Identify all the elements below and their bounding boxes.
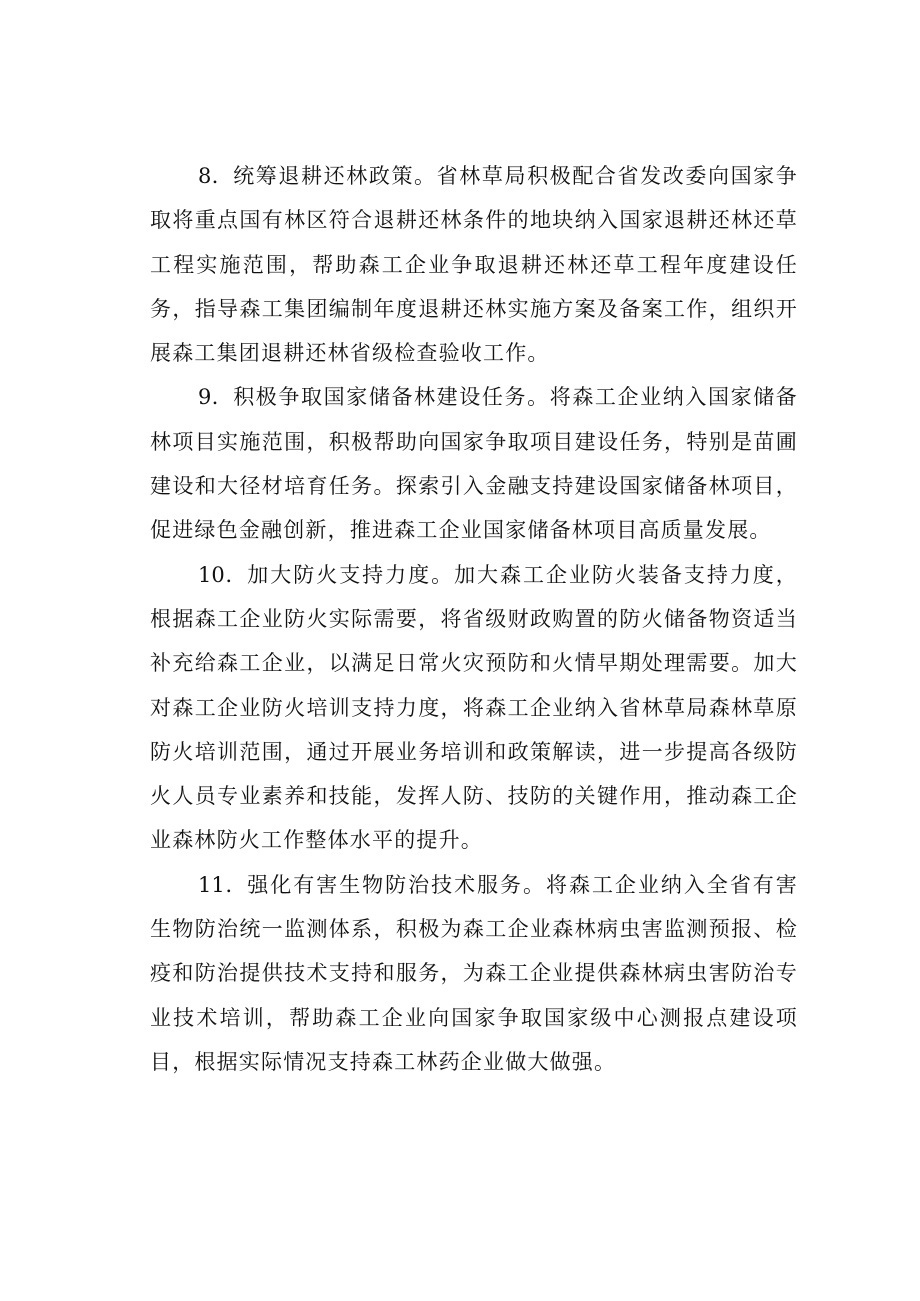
paragraph-text: 积极争取国家储备林建设任务。将森工企业纳入国家储备林项目实施范围，积极帮助向国家争取项目建设任务，特别是苗圃建设和大径材培育任务。探索引入金融支持建设国家储备林项目，促进绿色金融创新，推进森工企业国家储备林项目高质量发展。 [150, 385, 798, 543]
paragraph-number: 8． [198, 164, 234, 188]
paragraph-number: 9． [198, 385, 234, 410]
paragraph-11 [150, 863, 798, 1084]
paragraph-10 [150, 553, 798, 863]
paragraph-text: 加大防火支持力度。加大森工企业防火装备支持力度，根据森工企业防火实际需要，将省级财政购置的防火储备物资适当补充给森工企业，以满足日常火灾预防和火情早期处理需要。加大对森工企业防火培训支持力度，将森工企业纳入省林草局森林草原防火培训范围，通过开展业务培训和政策解读，进一步提高各级防火人员专业素养和技能，发挥人防、技防的关键作用，推动森工企业森林防火工作整体水平的提升。 [150, 562, 798, 853]
paragraph-8 [150, 154, 798, 375]
paragraph-number: 11． [198, 872, 248, 897]
paragraph-number: 10． [198, 562, 248, 587]
document-page [150, 154, 798, 1084]
paragraph-text: 强化有害生物防治技术服务。将森工企业纳入全省有害生物防治统一监测体系，积极为森工企业森林病虫害监测预报、检疫和防治提供技术支持和服务，为森工企业提供森林病虫害防治专业技术培训，帮助森工企业向国家争取国家级中心测报点建设项目，根据实际情况支持森工林药企业做大做强。 [150, 872, 798, 1074]
paragraph-9 [150, 375, 798, 552]
paragraph-text: 统筹退耕还林政策。省林草局积极配合省发改委向国家争取将重点国有林区符合退耕还林条件的地块纳入国家退耕还林还草工程实施范围，帮助森工企业争取退耕还林还草工程年度建设任务，指导森工集团编制年度退耕还林实施方案及备案工作，组织开展森工集团退耕还林省级检查验收工作。 [150, 164, 798, 366]
